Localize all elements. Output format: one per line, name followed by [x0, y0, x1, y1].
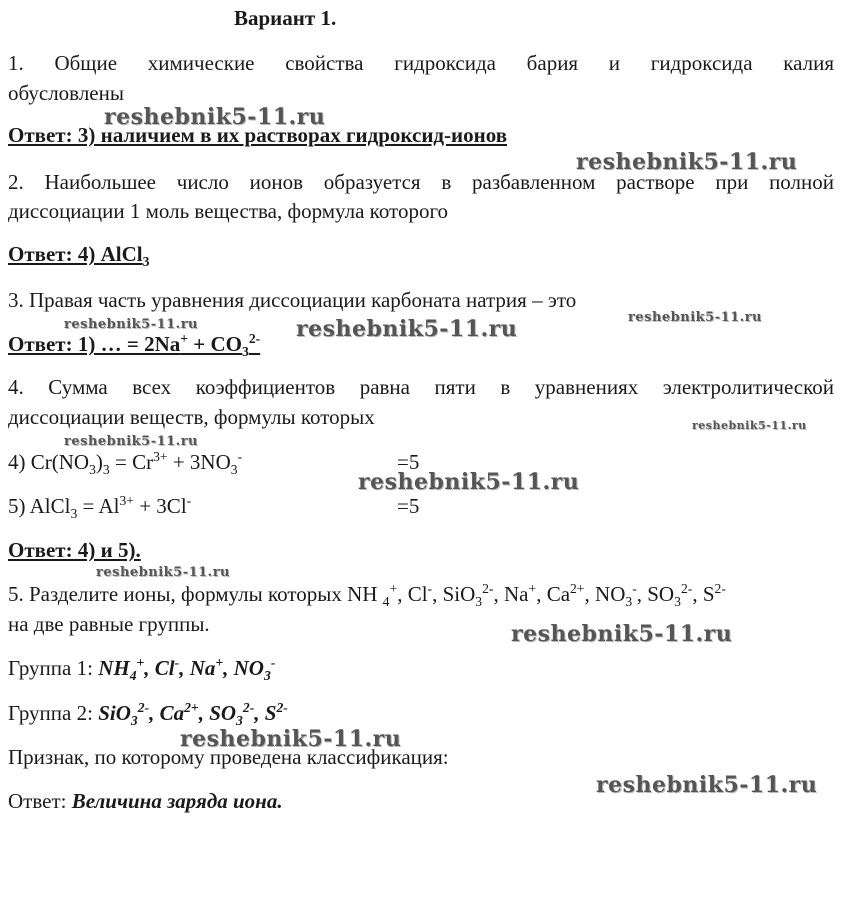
- question-1-line-1: 1. Общие химические свойства гидроксида бария и гидроксида калия: [8, 51, 834, 75]
- watermark: reshebnik5-11.ru: [511, 621, 733, 647]
- criterion-question: Признак, по которому проведена классификация:: [8, 745, 449, 769]
- ion-charge: 2-: [714, 581, 726, 596]
- ion-charge: +: [389, 581, 398, 596]
- ion-text: , Cl: [397, 582, 428, 606]
- ion-text: , Na: [493, 582, 529, 606]
- eq4-part-b: ): [95, 450, 103, 474]
- answer-2: [8, 242, 150, 270]
- answer-5-label: Ответ:: [8, 789, 67, 813]
- watermark: reshebnik5-11.ru: [628, 310, 763, 325]
- watermark: reshebnik5-11.ru: [104, 104, 326, 130]
- ion-text: , NO: [584, 582, 626, 606]
- ion-charge: -: [632, 581, 637, 596]
- ion-charge: -: [270, 655, 276, 670]
- eq4-sub-b: 3: [102, 462, 110, 478]
- answer-3-text: Ответ: 1) … = 2Na: [8, 332, 181, 356]
- answer-2-text: Ответ: 4) AlCl: [8, 242, 143, 266]
- ion-text: , S: [254, 701, 277, 725]
- ion-text: , SiO: [432, 582, 476, 606]
- eq4-sup-c: 3+: [153, 449, 168, 464]
- eq4-part-a: 4) Cr(NO: [8, 450, 90, 474]
- ion-text: , Na: [179, 656, 216, 680]
- answer-3-subscript: 3: [242, 344, 249, 360]
- ion-charge: 2-: [482, 581, 494, 596]
- ion-sub: 4: [129, 668, 137, 684]
- watermark: reshebnik5-11.ru: [576, 149, 798, 175]
- eq4-part-c: = Cr: [109, 450, 154, 474]
- ion-charge: +: [528, 581, 537, 596]
- eq4-sup-d: -: [237, 449, 243, 464]
- answer-3-charge-2: 2-: [248, 331, 261, 346]
- watermark: reshebnik5-11.ru: [64, 317, 199, 332]
- ion-text: , S: [692, 582, 715, 606]
- eq5-part-b: = Al: [77, 494, 120, 518]
- group-1-ions: [98, 655, 276, 684]
- ion-charge: 2-: [680, 581, 693, 596]
- q5-ion-list: [377, 581, 726, 610]
- ion-charge: 2+: [184, 700, 199, 715]
- eq5-sup-c: -: [186, 493, 192, 508]
- eq5-sub-a: 3: [70, 506, 78, 522]
- eq4-sub-d: 3: [230, 462, 238, 478]
- ion-charge: -: [427, 581, 433, 596]
- watermark: reshebnik5-11.ru: [180, 726, 402, 752]
- ion-text: , Ca: [536, 582, 571, 606]
- eq4-sub-a: 3: [89, 462, 96, 478]
- answer-3: [8, 331, 261, 360]
- ion-text: , Cl: [144, 656, 175, 680]
- eq5-part-a: 5) AlCl: [8, 494, 71, 518]
- group-1: [8, 655, 276, 684]
- answer-5: [8, 789, 283, 814]
- answer-5-text: Величина заряда иона.: [71, 789, 283, 813]
- group-2: [8, 700, 288, 729]
- answer-4: Ответ: 4) и 5).: [8, 538, 141, 562]
- ion-text: , SO: [636, 582, 675, 606]
- ion-charge: +: [136, 655, 145, 670]
- watermark: reshebnik5-11.ru: [692, 419, 807, 432]
- ion-text: , Ca: [149, 701, 185, 725]
- page-title: Вариант 1.: [234, 6, 337, 30]
- ion-sub: 3: [625, 594, 633, 610]
- question-1-line-2: обусловлены: [8, 81, 124, 105]
- ion-charge: 2-: [242, 700, 255, 715]
- equation-4-sum: =5: [397, 450, 420, 474]
- equation-5: [8, 493, 192, 522]
- question-4-line-1: 4. Сумма всех коэффициентов равна пяти в уравнениях электролитической: [8, 375, 834, 399]
- question-5-line-1: [8, 581, 726, 610]
- ion-sub: 3: [475, 594, 483, 610]
- answer-1: Ответ: 3) наличием в их растворах гидроксид-ионов: [8, 123, 508, 147]
- ion-charge: +: [215, 655, 224, 670]
- ion-charge: -: [174, 655, 180, 670]
- ion-sub: 3: [674, 594, 681, 610]
- group-1-label: Группа 1:: [8, 656, 93, 680]
- ion-sub: 3: [130, 713, 138, 729]
- eq4-part-d: + 3NO: [167, 450, 231, 474]
- group-2-ions: [98, 700, 288, 729]
- ion-charge: 2-: [276, 700, 288, 715]
- watermark: reshebnik5-11.ru: [596, 772, 818, 798]
- equation-4: [8, 449, 243, 478]
- question-3-line-1: 3. Правая часть уравнения диссоциации карбоната натрия – это: [8, 288, 577, 312]
- q5-line1-text: 5. Разделите ионы, формулы которых NH: [8, 582, 378, 606]
- ion-text: , SO: [198, 701, 237, 725]
- answer-3-charge-1: +: [180, 331, 189, 346]
- question-5-line-2: на две равные группы.: [8, 612, 210, 636]
- eq5-part-c: + 3Cl: [133, 494, 187, 518]
- ion-sub: 4: [382, 594, 390, 610]
- watermark: reshebnik5-11.ru: [96, 565, 231, 580]
- ion-charge: 2+: [570, 581, 585, 596]
- watermark: reshebnik5-11.ru: [296, 316, 518, 342]
- answer-3-text-2: + CO: [188, 332, 242, 356]
- equation-5-sum: =5: [397, 494, 420, 518]
- group-2-label: Группа 2:: [8, 701, 93, 725]
- question-4-line-2: диссоциации веществ, формулы которых: [8, 405, 375, 429]
- ion-text: , NO: [223, 656, 264, 680]
- answer-2-subscript: 3: [142, 254, 150, 270]
- watermark: reshebnik5-11.ru: [64, 434, 199, 449]
- watermark: reshebnik5-11.ru: [358, 469, 580, 495]
- ion-sub: 3: [236, 713, 243, 729]
- question-2-line-2: диссоциации 1 моль вещества, формула которого: [8, 199, 449, 223]
- ion-text: NH: [98, 656, 130, 680]
- ion-sub: 3: [263, 668, 271, 684]
- question-2-line-1: 2. Наибольшее число ионов образуется в разбавленном растворе при полной: [8, 170, 834, 194]
- ion-charge: 2-: [137, 700, 150, 715]
- eq5-sup-b: 3+: [119, 493, 134, 508]
- ion-text: SiO: [98, 701, 131, 725]
